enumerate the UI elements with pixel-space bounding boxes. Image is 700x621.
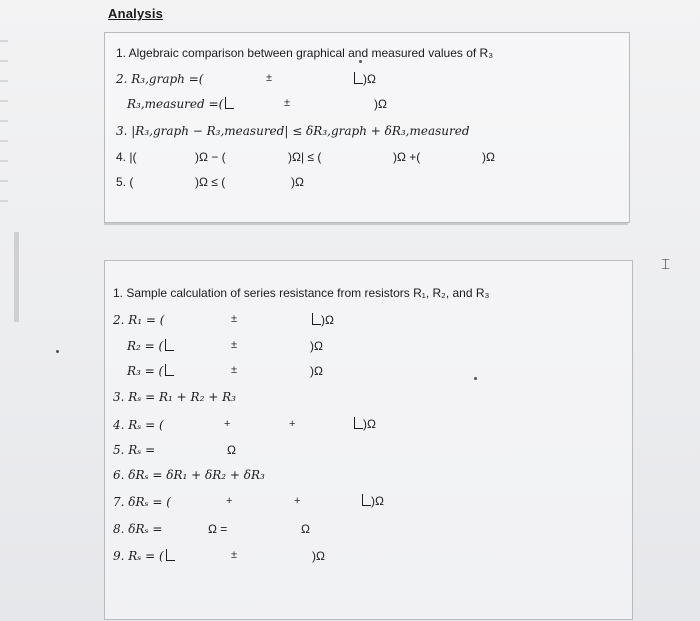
rs-sum-unit (352, 417, 376, 431)
edge-line (0, 140, 8, 142)
rs-result-label: 5. Rₛ = (113, 443, 156, 457)
edge-line (0, 120, 8, 122)
series-heading: 1. Sample calculation of series resistance from resistors R₁, R₂, and R₃ (113, 286, 490, 300)
final-rs-unit: )Ω (312, 549, 325, 563)
edge-line (0, 200, 8, 202)
unit-text: )Ω (321, 313, 334, 327)
edge-line (0, 160, 8, 162)
r2-text: R₂ = ( (127, 339, 164, 353)
rs-result-unit: Ω (227, 443, 236, 457)
comparison-heading: 1. Algebraic comparison between graphical and measured values of R₃ (116, 46, 494, 60)
r3-graph-label: 2. R₃,graph =( (116, 72, 204, 86)
plus-minus-sign: ± (231, 339, 238, 351)
plus-minus-sign: ± (266, 72, 273, 84)
line4-end: )Ω (482, 150, 495, 164)
drs-sum-unit (360, 494, 384, 508)
text-cursor-icon: ⌶ (661, 255, 671, 273)
page-title: Analysis (108, 6, 164, 21)
line5-start: 5. ( (116, 175, 134, 189)
inequality-line: 3. |R₃,graph − R₃,measured| ≤ δR₃,graph + δR₃,measured (116, 124, 470, 138)
final-rs-text: 9. Rₛ = ( (113, 549, 164, 563)
plus-minus-sign: ± (284, 97, 291, 109)
drs-result-unit: Ω (301, 522, 310, 536)
line4-part: )Ω| ≤ ( (288, 150, 322, 164)
line4-part: )Ω − ( (195, 150, 226, 164)
plus-sign: + (289, 418, 296, 430)
line5-part: )Ω ≤ ( (195, 175, 226, 189)
drs-mid: Ω = (208, 522, 228, 536)
unit-text: )Ω (363, 72, 376, 86)
r2-unit: )Ω (310, 339, 323, 353)
r3-label (127, 364, 174, 378)
ink-dot (56, 350, 59, 353)
r2-label (127, 339, 174, 353)
plus-minus-sign: ± (231, 364, 238, 376)
r3-unit: )Ω (310, 364, 323, 378)
box-shadow-line (104, 223, 628, 225)
r3-measured-unit: )Ω (374, 97, 387, 111)
r1-label: 2. R₁ = ( (113, 313, 165, 327)
r3-measured-text: R₃,measured =( (127, 97, 224, 111)
plus-sign: + (226, 495, 233, 507)
r3-measured-label (127, 97, 234, 111)
unit-text: )Ω (371, 494, 384, 508)
plus-sign: + (294, 495, 301, 507)
plus-minus-sign: ± (231, 313, 238, 325)
plus-sign: + (224, 418, 231, 430)
edge-line (0, 80, 8, 82)
series-formula: 3. Rₛ = R₁ + R₂ + R₃ (113, 390, 236, 404)
edge-line (0, 60, 8, 62)
edge-line (0, 180, 8, 182)
edge-line (0, 100, 8, 102)
edge-line (0, 40, 8, 42)
drs-sum-label: 7. δRₛ = ( (113, 495, 171, 509)
line4-part: )Ω +( (393, 150, 421, 164)
uncertainty-formula: 6. δRₛ = δR₁ + δR₂ + δR₃ (113, 468, 265, 482)
rs-sum-label: 4. Rₛ = ( (113, 418, 164, 432)
page-edge-stripe (14, 232, 19, 322)
ink-dot (474, 377, 477, 380)
plus-minus-sign: ± (231, 549, 238, 561)
series-resistance-box (104, 260, 633, 620)
unit-text: )Ω (363, 417, 376, 431)
r3-text: R₃ = ( (127, 364, 164, 378)
r1-unit (310, 313, 334, 327)
line5-end: )Ω (291, 175, 304, 189)
line4-start: 4. |( (116, 150, 137, 164)
drs-result-label: 8. δRₛ = (113, 522, 163, 536)
r3-graph-unit (352, 72, 376, 86)
ink-dot (359, 60, 362, 63)
final-rs-label (113, 549, 175, 563)
